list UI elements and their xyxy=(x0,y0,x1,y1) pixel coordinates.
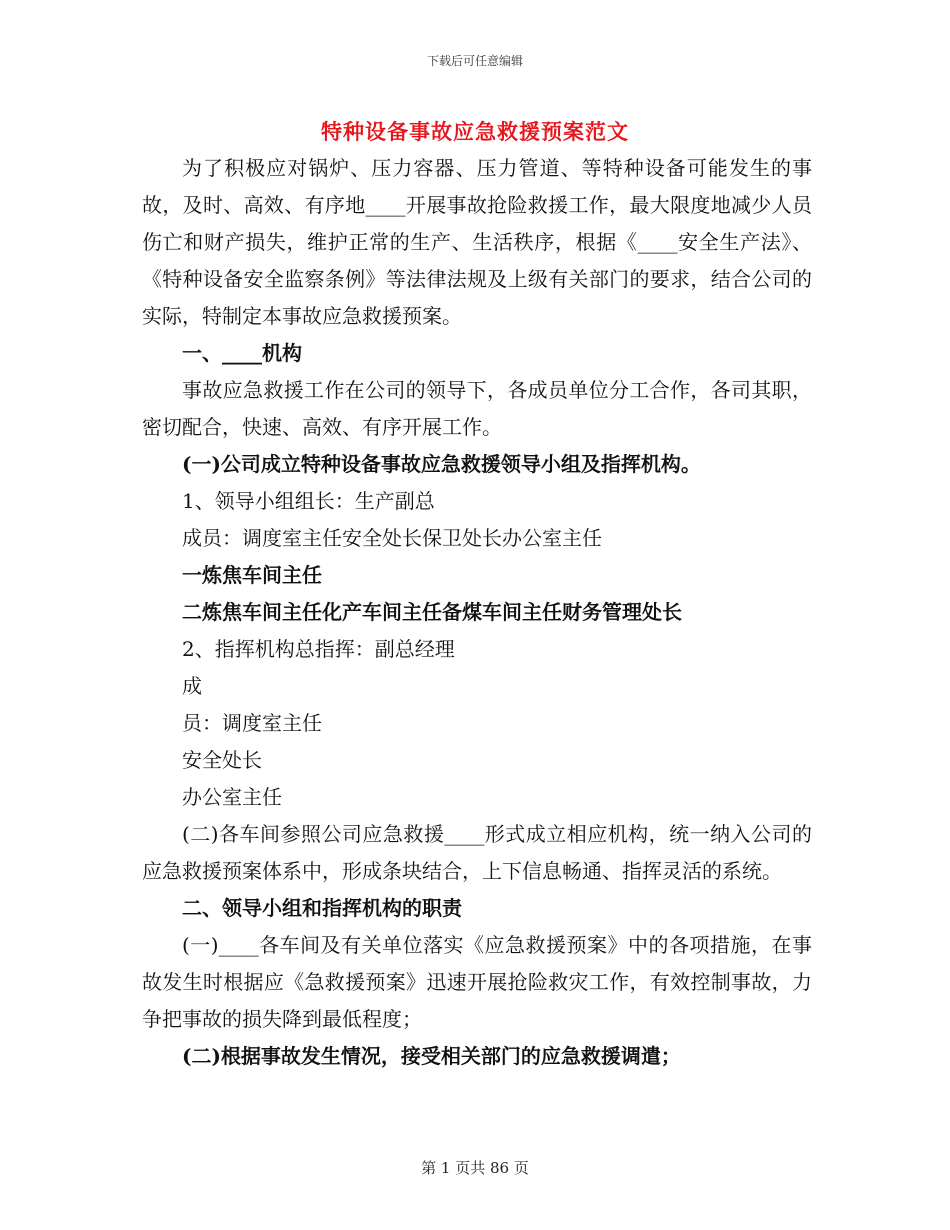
organization-paragraph: 事故应急救援工作在公司的领导下，各成员单位分工合作，各司其职，密切配合，快速、高效、有序开展工作。 xyxy=(142,378,812,439)
member-line-coking-2: 二炼焦车间主任化产车间主任备煤车间主任财务管理处长 xyxy=(182,600,682,624)
commander-line: 2、指挥机构总指挥：副总经理 xyxy=(182,637,455,661)
members-line: 成员：调度室主任安全处长保卫处长办公室主任 xyxy=(182,526,602,550)
section-heading-organization: 一、____机构 xyxy=(182,341,302,365)
member-label-line: 成 xyxy=(182,674,202,698)
duty-paragraph-2: (二)根据事故发生情况，接受相关部门的应急救援调遣； xyxy=(182,1044,681,1068)
page-footer: 第 1 页共 86 页 xyxy=(421,1159,529,1177)
member-safety-line: 安全处长 xyxy=(182,748,262,772)
member-dispatch-line: 员：调度室主任 xyxy=(182,711,322,735)
member-line-coking-1: 一炼焦车间主任 xyxy=(182,563,322,587)
leader-line: 1、领导小组组长：生产副总 xyxy=(182,489,435,513)
page-header-note: 下载后可任意编辑 xyxy=(426,54,523,68)
member-office-line: 办公室主任 xyxy=(182,785,282,809)
duty-paragraph-1: (一)____各车间及有关单位落实《应急救援预案》中的各项措施，在事故发生时根据应《急救援预案》迅速开展抢险救灾工作，有效控制事故，力争把事故的损失降到最低程度； xyxy=(142,933,812,1031)
document-title: 特种设备事故应急救援预案范文 xyxy=(321,119,629,144)
workshop-paragraph: (二)各车间参照公司应急救援____形式成立相应机构，统一纳入公司的应急救援预案体系中，形成条块结合，上下信息畅通、指挥灵活的系统。 xyxy=(142,822,812,883)
intro-paragraph: 为了积极应对锅炉、压力容器、压力管道、等特种设备可能发生的事故，及时、高效、有序地____开展事故抢险救援工作，最大限度地减少人员伤亡和财产损失，维护正常的生产、生活秩序，根据《____安全生产法》、《特种设备安全监察条例》等法律法规及上级有关部门的要求，结合公司的实际，特制定本事故应急救援预案。 xyxy=(142,156,812,328)
section-heading-duties: 二、领导小组和指挥机构的职责 xyxy=(182,896,462,920)
document-body xyxy=(142,150,812,1075)
subsection-heading-leadership: (一)公司成立特种设备事故应急救援领导小组及指挥机构。 xyxy=(182,452,701,476)
